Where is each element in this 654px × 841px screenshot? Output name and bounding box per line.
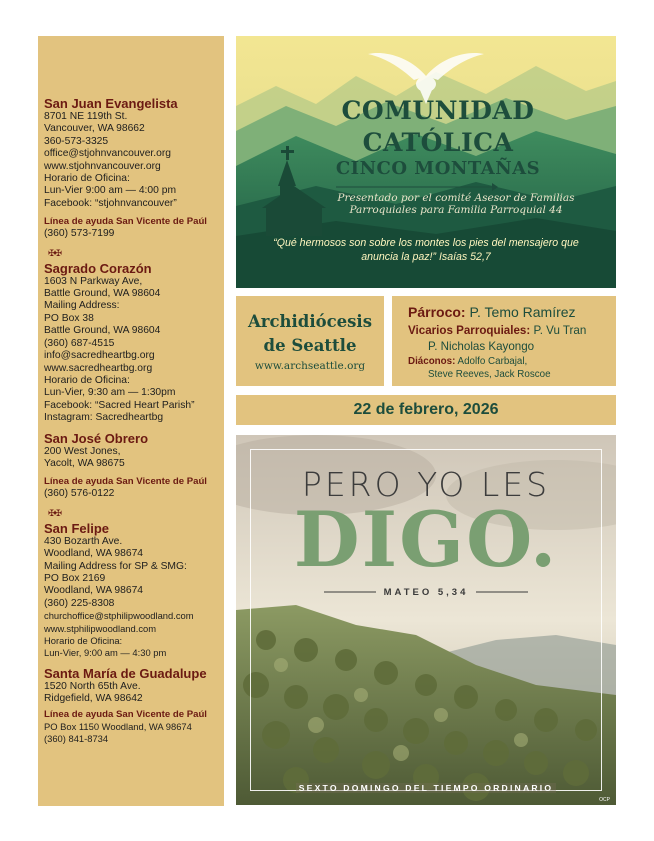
image-credit: OCP	[599, 797, 610, 803]
parish-phone: (360) 225-8308	[44, 597, 115, 609]
parish-name: Sagrado Corazón	[44, 260, 152, 276]
svdp-helpline-label: Línea de ayuda San Vicente de Paúl	[44, 216, 207, 228]
bulletin-date: 22 de febrero, 2026	[353, 401, 499, 418]
archdiocese-name	[236, 310, 384, 358]
parish-phone: (360) 687-4515	[44, 337, 115, 349]
parish-website-link[interactable]: www.sacredheartbg.org	[44, 362, 153, 374]
archdiocese-name-line1: Archidiócesis	[247, 312, 372, 331]
parish-office-hours-label: Horario de Oficina:	[44, 635, 123, 646]
parish-san-jose-obrero	[44, 431, 220, 501]
bulletin-date-bar	[236, 395, 616, 425]
parish-phone: 360-573-3325	[44, 135, 109, 147]
deacon-names: Adolfo Carbajal,	[457, 356, 528, 367]
parish-mailing-label: Mailing Address for SP & SMG:	[44, 560, 187, 572]
parish-po-box: PO Box 2169	[44, 572, 106, 584]
parish-name: San José Obrero	[44, 430, 149, 446]
theme-heading-line1: PERO YO LES	[301, 465, 551, 504]
parish-name: San Juan Evangelista	[44, 96, 178, 111]
parish-name: Santa María de Guadalupe	[44, 665, 207, 681]
parish-instagram: Instagram: Sacredheartbg	[44, 412, 164, 424]
parish-address-line: Battle Ground, WA 98604	[44, 325, 161, 337]
vicars-label: Vicarios Parroquiales:	[408, 324, 531, 337]
deacon-names: Steve Reeves, Jack Roscoe	[428, 369, 551, 380]
parish-office-hours: Lun-Vier 9:00 am — 4:00 pm	[44, 185, 177, 197]
parish-address-line: Yacolt, WA 98675	[44, 457, 125, 469]
deacons-row	[408, 356, 527, 367]
banner-title-line3: CINCO MONTAÑAS	[335, 158, 541, 179]
liturgical-sunday-text: SEXTO DOMINGO DEL TIEMPO ORDINARIO	[296, 783, 557, 793]
parish-san-felipe	[44, 521, 220, 660]
parish-office-hours-label: Horario de Oficina:	[44, 173, 130, 185]
pastor-label: Párroco:	[408, 304, 466, 320]
parish-address-line: Battle Ground, WA 98604	[44, 288, 161, 300]
svdp-helpline-phone: (360) 576-0122	[44, 488, 115, 500]
svdp-helpline-phone: (360) 841-8734	[44, 733, 109, 745]
svdp-helpline-label: Línea de ayuda San Vicente de Paúl	[44, 708, 207, 720]
pastor-name: P. Temo Ramírez	[469, 304, 576, 320]
parish-address-line: Woodland, WA 98674	[44, 548, 144, 560]
parish-address-line: Woodland, WA 98674	[44, 585, 144, 597]
parish-santa-maria-guadalupe	[44, 666, 220, 746]
banner-title-line1: COMUNIDAD	[341, 96, 535, 125]
banner-title-line2: CATÓLICA	[362, 128, 514, 157]
parish-san-juan	[44, 96, 220, 241]
parish-list	[44, 94, 220, 745]
theme-heading-line2: DIGO.	[293, 495, 559, 584]
parish-email-link[interactable]: office@stjohnvancouver.org	[44, 148, 172, 160]
parish-po-box: PO Box 38	[44, 312, 94, 324]
parish-facebook: Facebook: “stjohnvancouver”	[44, 197, 177, 209]
vicars-row	[408, 324, 586, 337]
parish-address-line: 8701 NE 119th St.	[44, 111, 128, 122]
parish-sagrado-corazon	[44, 261, 220, 425]
crosses-divider-icon: ✠✠	[48, 247, 62, 258]
parish-address-line: Ridgefield, WA 98642	[44, 693, 143, 705]
parish-address-line: 1603 N Parkway Ave,	[44, 275, 143, 287]
banner-scripture-quote: “Qué hermosos son sobre los montes los pies del mensajero que anuncia la paz!” Isaías 52,7	[273, 237, 579, 263]
parish-name: San Felipe	[44, 520, 110, 536]
parish-office-hours: Lun-Vier, 9:00 am — 4:30 pm	[44, 647, 167, 659]
banner-presented-by: Presentado por el comité Asesor de Familias Parroquiales para Familia Parroquial 44	[337, 192, 575, 216]
community-banner	[236, 36, 616, 288]
parish-directory-sidebar	[38, 36, 224, 806]
svdp-helpline-label: Línea de ayuda San Vicente de Paúl	[44, 476, 207, 488]
deacons-label: Diáconos:	[408, 356, 456, 367]
parish-website-link[interactable]: www.stjohnvancouver.org	[44, 160, 161, 172]
parish-facebook: Facebook: “Sacred Heart Parish”	[44, 399, 195, 411]
scripture-reference: MATEO 5,34	[383, 587, 469, 598]
vicar-name: P. Vu Tran	[533, 324, 587, 337]
crosses-divider-icon: ✠✠	[48, 507, 62, 518]
liturgical-sunday-label	[236, 783, 616, 793]
parish-email-link[interactable]: churchoffice@stphilipwoodland.com	[44, 610, 194, 622]
svdp-helpline-phone: (360) 573-7199	[44, 228, 115, 240]
svdp-po-box: PO Box 1150 Woodland, WA 98674	[44, 720, 192, 732]
parish-address-line: 200 West Jones,	[44, 445, 121, 457]
sunday-theme-image	[236, 435, 616, 805]
archdiocese-name-line2: de Seattle	[263, 336, 357, 355]
parish-mailing-label: Mailing Address:	[44, 300, 120, 312]
archdiocese-website-link[interactable]: www.archseattle.org	[254, 360, 366, 372]
parish-address-line: 430 Bozarth Ave.	[44, 535, 123, 547]
archdiocese-box	[236, 296, 384, 386]
pastor-row	[408, 304, 576, 320]
parish-website-link[interactable]: www.stphilipwoodland.com	[44, 622, 157, 634]
parish-office-hours-label: Horario de Oficina:	[44, 374, 130, 386]
vicar-name: P. Nicholas Kayongo	[428, 340, 535, 353]
parish-email-link[interactable]: info@sacredheartbg.org	[44, 350, 155, 362]
parish-address-line: Vancouver, WA 98662	[44, 123, 145, 135]
parish-address-line: 1520 North 65th Ave.	[44, 680, 141, 692]
clergy-box	[392, 296, 616, 386]
parish-office-hours: Lun-Vier, 9:30 am — 1:30pm	[44, 387, 176, 399]
